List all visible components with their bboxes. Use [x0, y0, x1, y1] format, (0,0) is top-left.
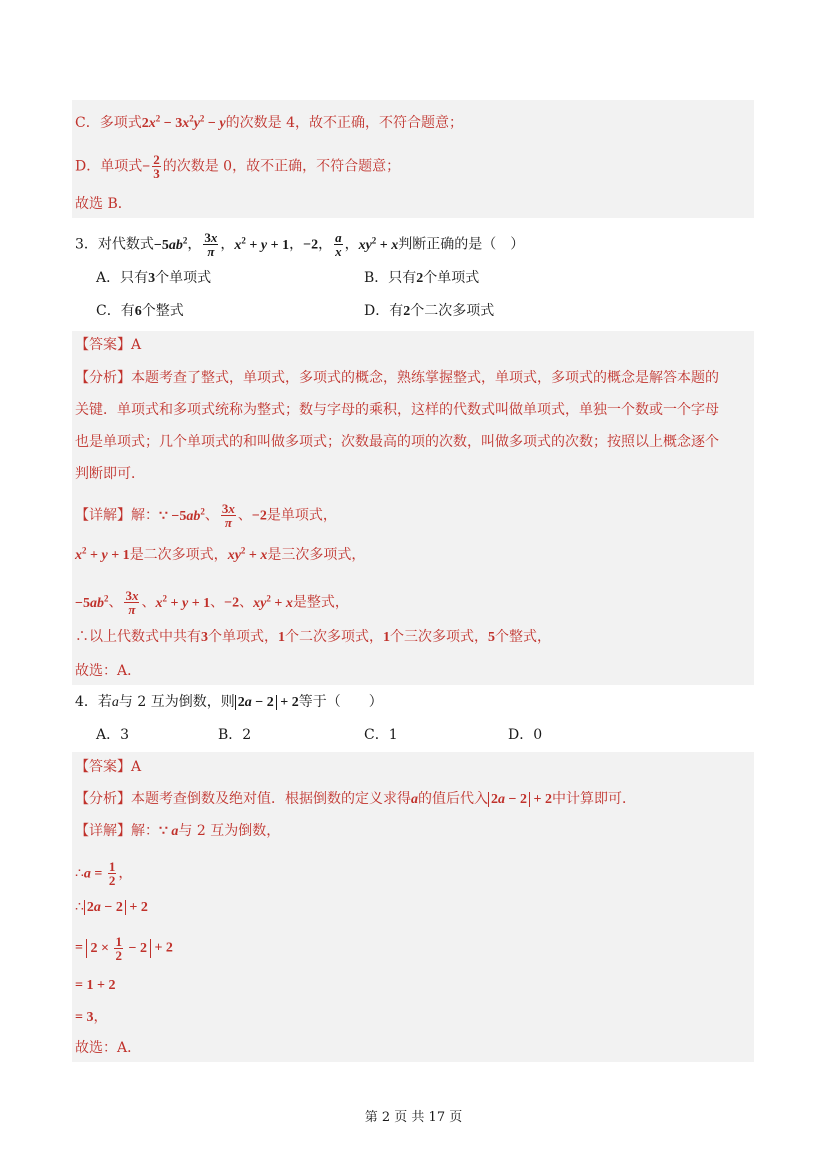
q3-analysis-line-4: 判断即可． — [75, 466, 145, 482]
q3-stem: 3．对代数式$-5ab^2$， $\frac{3x}{\pi}$ ，$x^2 + y + 1$，−2， $\frac{a}{x}$ ，$xy^2 + x$判断正确的是（ ） — [75, 230, 525, 259]
q4-detail-line-2: ∴a = $\frac{1}{2}$ ， — [75, 859, 133, 888]
q3-analysis-line-1: 【分析】本题考查了整式，单项式，多项式的概念，熟练掌握整式，单项式，多项式的概念是解答本题的 — [75, 370, 719, 386]
q3-detail-line-2: $x^2 + y + 1$是二次多项式，$xy^2 + x$是三次多项式， — [75, 545, 366, 563]
q3-detail-line-1: 【详解】解：∵ $-5ab^2$、 $\frac{3x}{\pi}$ 、−2是单项式， — [75, 501, 337, 530]
page-footer: 第 2 页 共 17 页 — [364, 1110, 463, 1125]
q3-option-c: C．有6个整式 — [96, 303, 184, 319]
q3-analysis-line-3: 也是单项式；几个单项式的和叫做多项式；次数最高的项的次数，叫做多项式的次数；按照以上概念逐个 — [75, 434, 719, 450]
q4-detail-line-6: = 3， — [75, 1009, 108, 1025]
q2-option-c-explanation: C．多项式$2x^2 - 3x^2y^2 - y$的次数是 4，故不正确，不符合题意； — [75, 113, 463, 131]
q3-analysis-line-2: 关键．单项式和多项式统称为整式；数与字母的乘积，这样的代数式叫做单项式，单独一个数或一个字母 — [75, 402, 719, 418]
q4-detail-line-5: = 1 + 2 — [75, 978, 116, 993]
q3-detail-line-4: ∴以上代数式中共有3个单项式，1个二次多项式，1个三次多项式，5个整式， — [75, 629, 551, 645]
q4-option-d: D．0 — [508, 727, 543, 743]
q3-answer: 【答案】A — [75, 337, 142, 353]
q4-analysis: 【分析】本题考查倒数及绝对值．根据倒数的定义求得a的值后代入 2a − 2 + 2中计算即可． — [75, 791, 636, 807]
q4-option-c: C．1 — [364, 727, 398, 743]
q3-option-b: B．只有2个单项式 — [364, 270, 480, 286]
q3-choose: 故选：A． — [75, 663, 142, 679]
q4-detail-line-1: 【详解】解：∵ a与 2 互为倒数， — [75, 823, 281, 839]
q4-option-b: B．2 — [218, 727, 252, 743]
q4-detail-line-4: = 2 × $\frac{1}{2}$ − 2 + 2 — [75, 934, 173, 963]
q4-stem: 4．若a与 2 互为倒数，则 2a − 2 + 2等于（ ） — [75, 694, 383, 710]
q3-option-d: D．有2个二次多项式 — [364, 303, 495, 319]
q4-answer: 【答案】A — [75, 759, 142, 775]
q2-choose: 故选 B． — [75, 196, 132, 212]
q2-option-d-explanation: D．单项式− $\frac{2}{3}$ 的次数是 0，故不正确，不符合题意； — [75, 152, 401, 181]
q4-option-a: A．3 — [96, 727, 130, 743]
q4-detail-line-3: ∴ 2a − 2 + 2 — [75, 899, 148, 915]
q4-choose: 故选：A． — [75, 1040, 142, 1056]
q3-option-a: A．只有3个单项式 — [96, 270, 212, 286]
q3-detail-line-3: $-5ab^2$、 $\frac{3x}{\pi}$ 、$x^2 + y + 1$、−2、$xy^2 + x$是整式， — [75, 588, 349, 617]
